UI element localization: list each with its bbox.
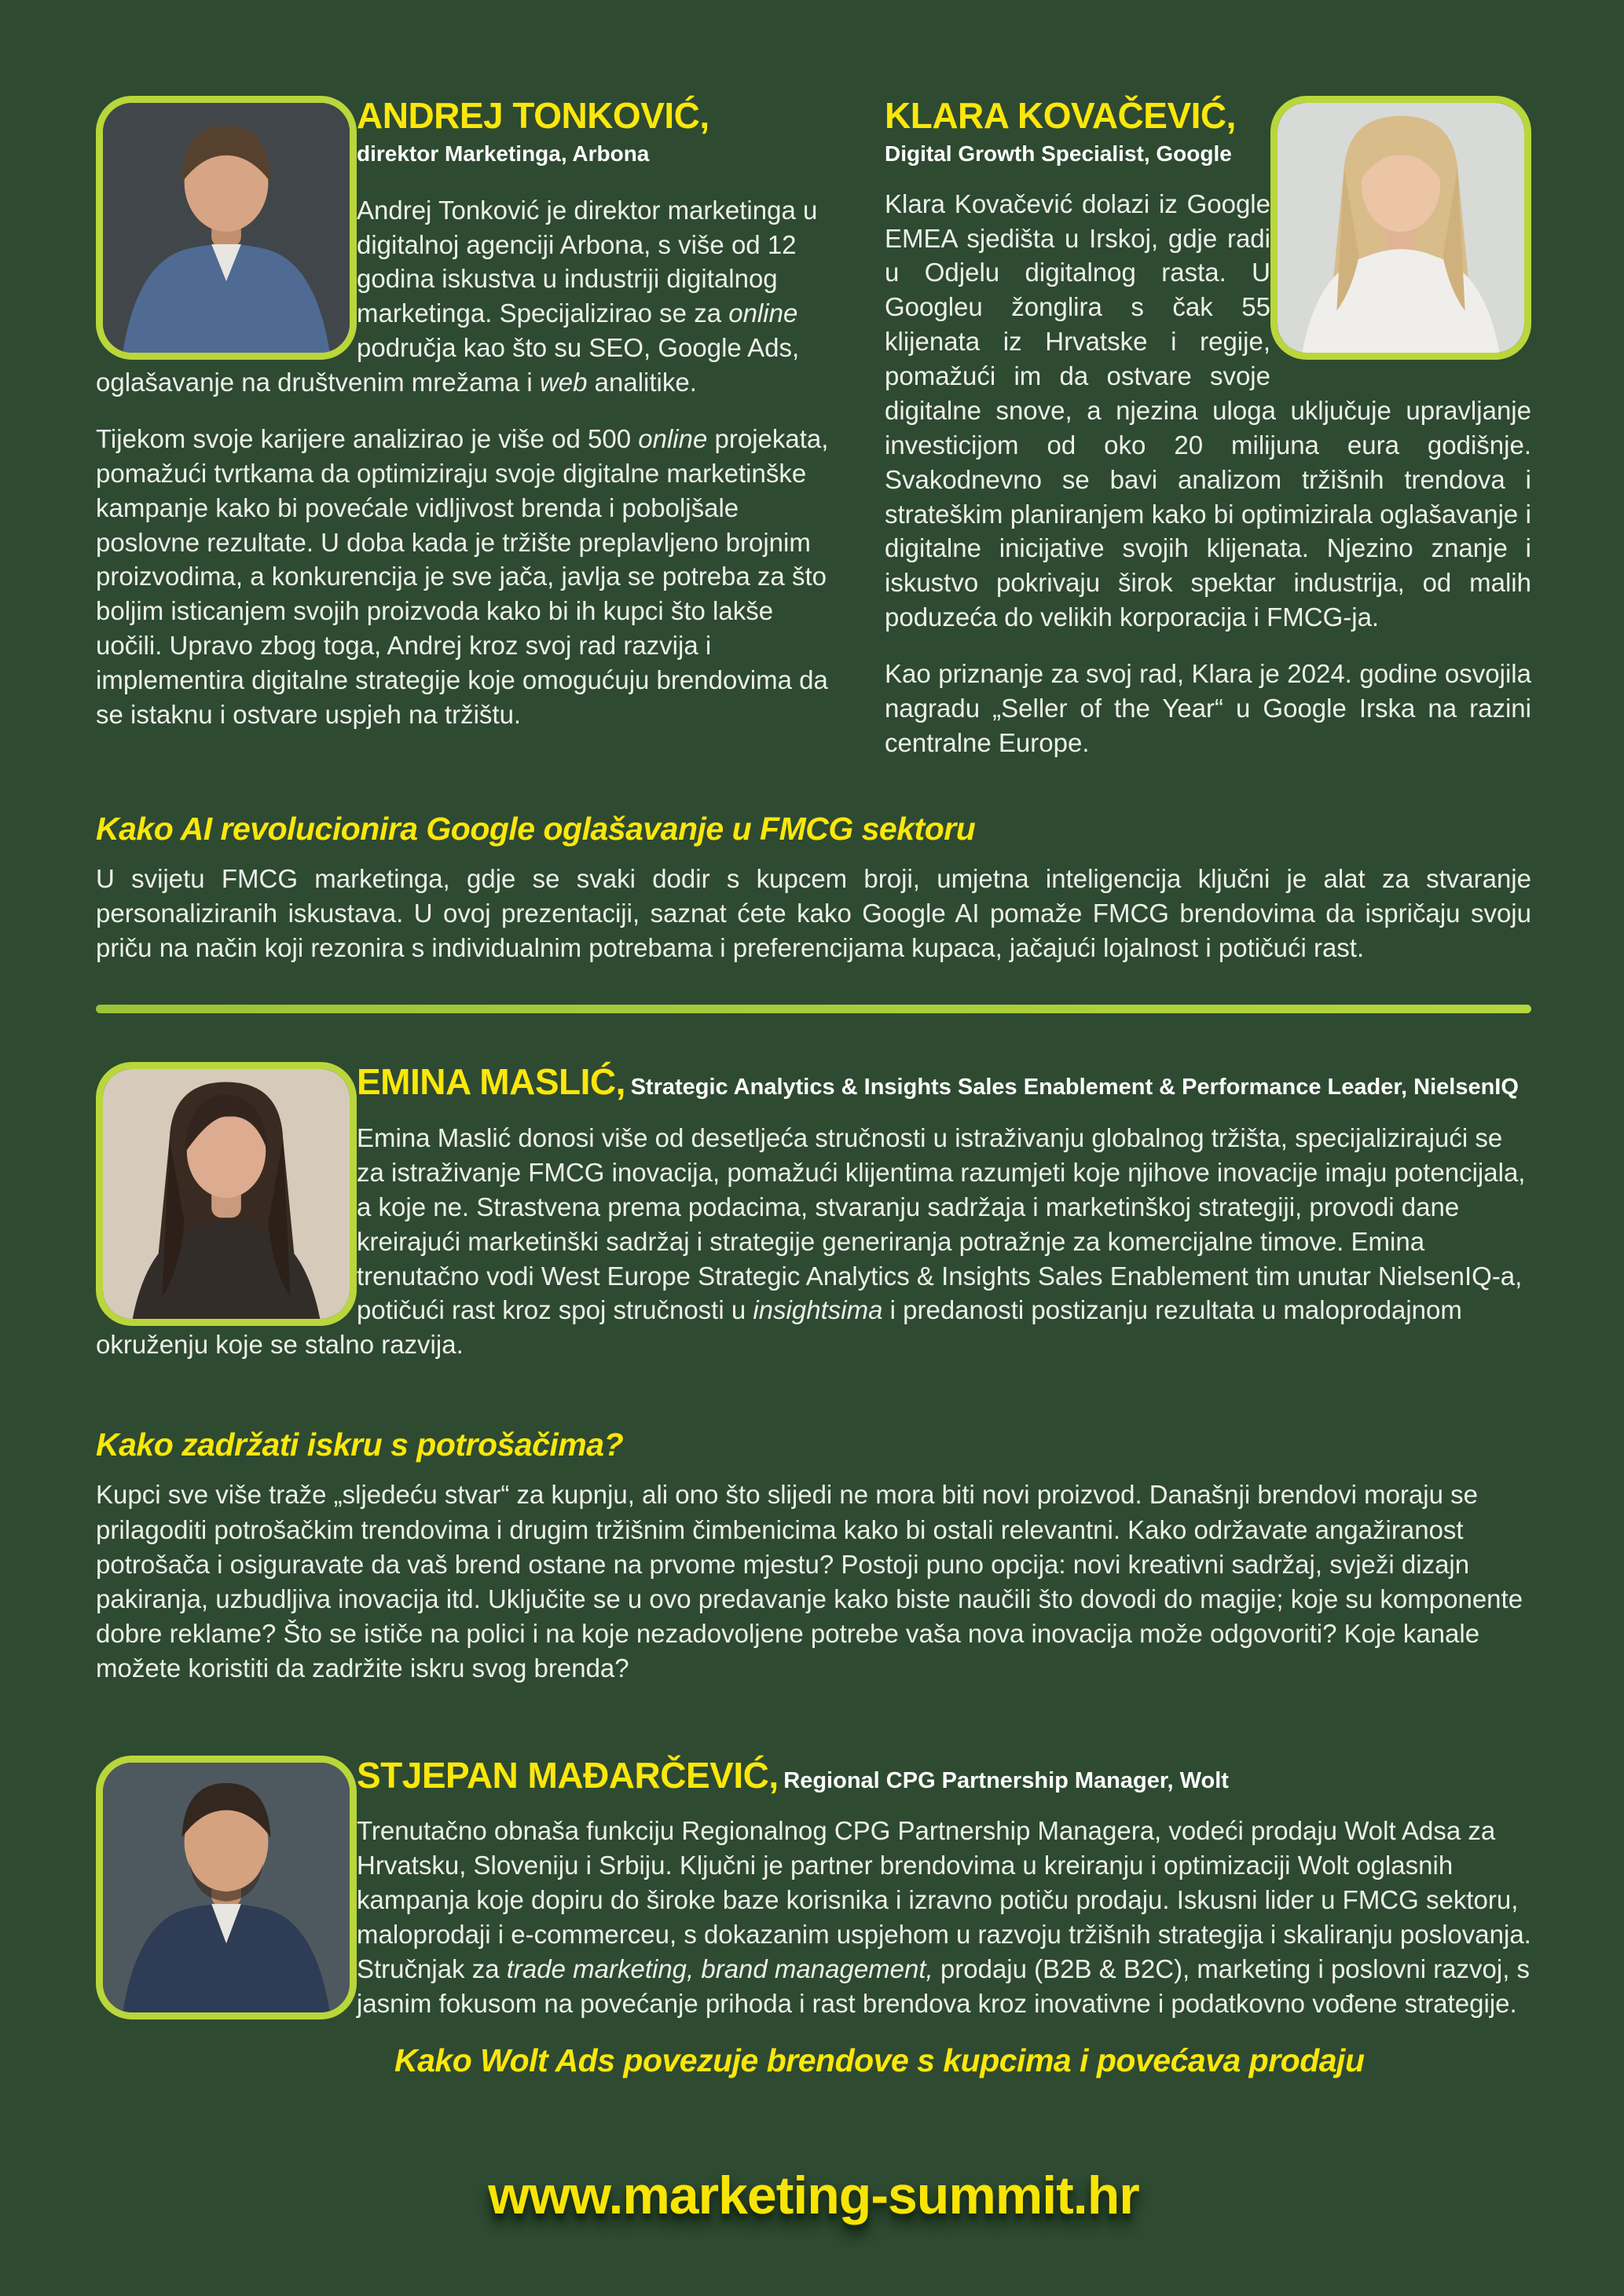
bio-italic: online [728,298,798,328]
emina-maslic-photo [96,1062,357,1326]
speaker-name-klara: KLARA KOVAČEVIĆ, [885,95,1236,136]
speaker-name-text: STJEPAN MAĐARČEVIĆ, [357,1754,779,1796]
bio-italic: web [539,368,588,397]
portrait-woman-blonde [1278,103,1524,353]
portrait-man-dark-blazer [103,1763,350,2012]
talk-title-nielseniq: Kako zadržati iskru s potrošačima? [96,1426,624,1463]
speaker-section-klara [885,96,1531,782]
bio-text: i predanosti postizanju rezultata u maloprodajnom okruženju koje se stalno razvija. [96,1295,1462,1360]
speaker-role-andrej: direktor Marketinga, Arbona [357,141,650,166]
speaker-name-text: ANDREJ TONKOVIĆ, [357,95,709,136]
talk-title-google: Kako AI revolucionira Google oglašavanje u FMCG sektoru [96,810,976,847]
section-divider [96,1005,1531,1013]
speaker-role-stjepan: Regional CPG Partnership Manager, Wolt [783,1767,1229,1793]
bio-text: Tijekom svoje karijere analizirao je više od 500 [96,423,639,453]
website-link[interactable]: www.marketing-summit.hr [488,2165,1139,2225]
bio-text: Andrej Tonković je direktor marketinga u digitalnoj agenciji Arbona, s više od 12 godina iskustva u industriji digitalnog marketinga. Specijalizirao se za [357,195,818,328]
talk-abstract-nielseniq: Kupci sve više traže „sljedeću stvar“ za kupnju, ali ono što slijedi ne mora biti novi proizvod. Današnji brendovi moraju se prilagoditi potrošačkim trendovima i drugim tržišnim čimbenicima kako bi ostali relevantni. Kako održavate angažiranost potrošača i osiguravate da vaš brend ostane na prvome mjestu? Postoji puno opcija: novi kreativni sadržaj, svježi dizajn pakiranja, uzbudljiva inovacija itd. Uključite se u ovo predavanje kako biste naučili što dovodi do magije; koje su komponente dobre reklame? Što se ističe na polici i na koje nezadovoljene potrebe vaša nova inovacija može odgovoriti? Koje kanale možete koristiti da zadržite iskru svog brenda? [96,1480,1523,1683]
stjepan-madarcevic-photo [96,1756,357,2020]
speaker-bio2-klara: Kao priznanje za svoj rad, Klara je 2024. godine osvojila nagradu „Seller of the Year“ u Google Irska na razini centralne Europe. [885,659,1531,757]
speaker-bio-klara: Klara Kovačević dolazi iz Google EMEA sjedišta u Irskoj, gdje radi u Odjelu digitalnog rasta. U Googleu žonglira s čak 55 klijenata iz Hrvatske i regije, pomažući im da ostvare svoje digitalne snove, a njezina uloga uključuje upravljanje investicijom od oko 20 milijuna eura godišnje. Svakodnevno se bavi analizom tržišnih trendova i strateškim planiranjem kako bi optimizirala oglašavanje i digitalne inicijative svojih klijenata. Njezino znanje i iskustvo pokrivaju širok spektar industrija, od malih poduzeća do velikih korporacija i FMCG-ja. [885,189,1531,632]
bio-text: prodaju (B2B & B2C), marketing i poslovni razvoj, s jasnim fokusom na povećanje prihoda i rast brendova kroz inovativne i podatkovno vođene strategije. [357,1954,1531,2018]
speaker-role-emina: Strategic Analytics & Insights Sales Enablement & Performance Leader, NielsenIQ [630,1075,1519,1100]
andrej-tonkovic-photo [96,96,357,360]
speaker-name-text: EMINA MASLIĆ, [357,1061,625,1103]
speaker-section-emina [96,1062,1531,1384]
bio-italic: insightsima [753,1295,883,1325]
top-speakers-row [96,96,1531,782]
talk-abstract-google: U svijetu FMCG marketinga, gdje se svaki dodir s kupcem broji, umjetna inteligencija ključni je alat za stvaranje personaliziranih iskustava. U ovoj prezentaciji, saznat ćete kako Google AI pomaže FMCG brendovima da ispričaju svoju priču na način koji rezonira s individualnim potrebama i preferencijama kupaca, jačajući lojalnost i potičući rast. [96,863,1531,963]
speaker-role-klara: Digital Growth Specialist, Google [885,141,1232,166]
bio-text: područja kao što su SEO, Google Ads, oglašavanje na društvenim mrežama i [96,333,800,397]
talk-section-google [96,811,1531,966]
talk-title-wolt: Kako Wolt Ads povezuje brendove s kupcima i povećava prodaju [394,2042,1365,2079]
speaker-section-andrej [96,96,841,754]
bio-text: analitike. [587,368,697,397]
bio-italic: trade marketing, brand management, [506,1954,933,1983]
portrait-man-blue-jacket [103,103,350,353]
portrait-woman-dark-hair [103,1069,350,1319]
klara-kovacevic-photo [1270,96,1531,360]
speaker-bio2-andrej [96,422,841,732]
talk-section-nielseniq [96,1426,1531,1686]
bio-text: Trenutačno obnaša funkciju Regionalnog CPG Partnership Managera, vodeći prodaju Wolt Adsa za Hrvatsku, Sloveniju i Srbiju. Ključni je partner brendovima u kreiranju i optimizaciji Wolt oglasnih kampanja koje dopiru do široke baze korisnika i izravno potiču prodaju. Iskusni lider u FMCG sektoru, maloprodaji i e-commerceu, s dokazanim uspjehom u razvoju tržišnih strategija i skaliranju poslovanja. Stručnjak za [357,1816,1531,1983]
page-footer [96,2165,1531,2226]
bio-text: Emina Maslić donosi više od desetljeća stručnosti u istraživanju globalnog tržišta, specijalizirajući se za istraživanje FMCG inovacija, pomažući klijentima razumjeti koje njihove inovacije imaju potencijala, a koje ne. Strastvena prema podacima, stvaranju sadržaja i marketinškoj strategiji, provodi dane kreirajući marketinški sadržaj i strategije generiranja potražnje za komercijalne timove. Emina trenutačno vodi West Europe Strategic Analytics & Insights Sales Enablement tim unutar NielsenIQ-a, potičući rast kroz spoj stručnosti u [357,1123,1526,1325]
speaker-section-stjepan [96,1756,1531,2080]
bio-text: projekata, pomažući tvrtkama da optimiziraju svoje digitalne marketinške kampanje kako bi povećale vidljivost brenda i poboljšale poslovne rezultate. U doba kada je tržište preplavljeno brojnim proizvodima, a konkurencija je sve jača, javlja se potreba za što boljim isticanjem svojih proizvoda kako bi ih kupci što lakše uočili. Upravo zbog toga, Andrej kroz svoj rad razvija i implementira digitalne strategije koje omogućuju brendovima da se istaknu i ostvare uspjeh na tržištu. [96,423,829,729]
bio-italic: online [638,423,708,453]
